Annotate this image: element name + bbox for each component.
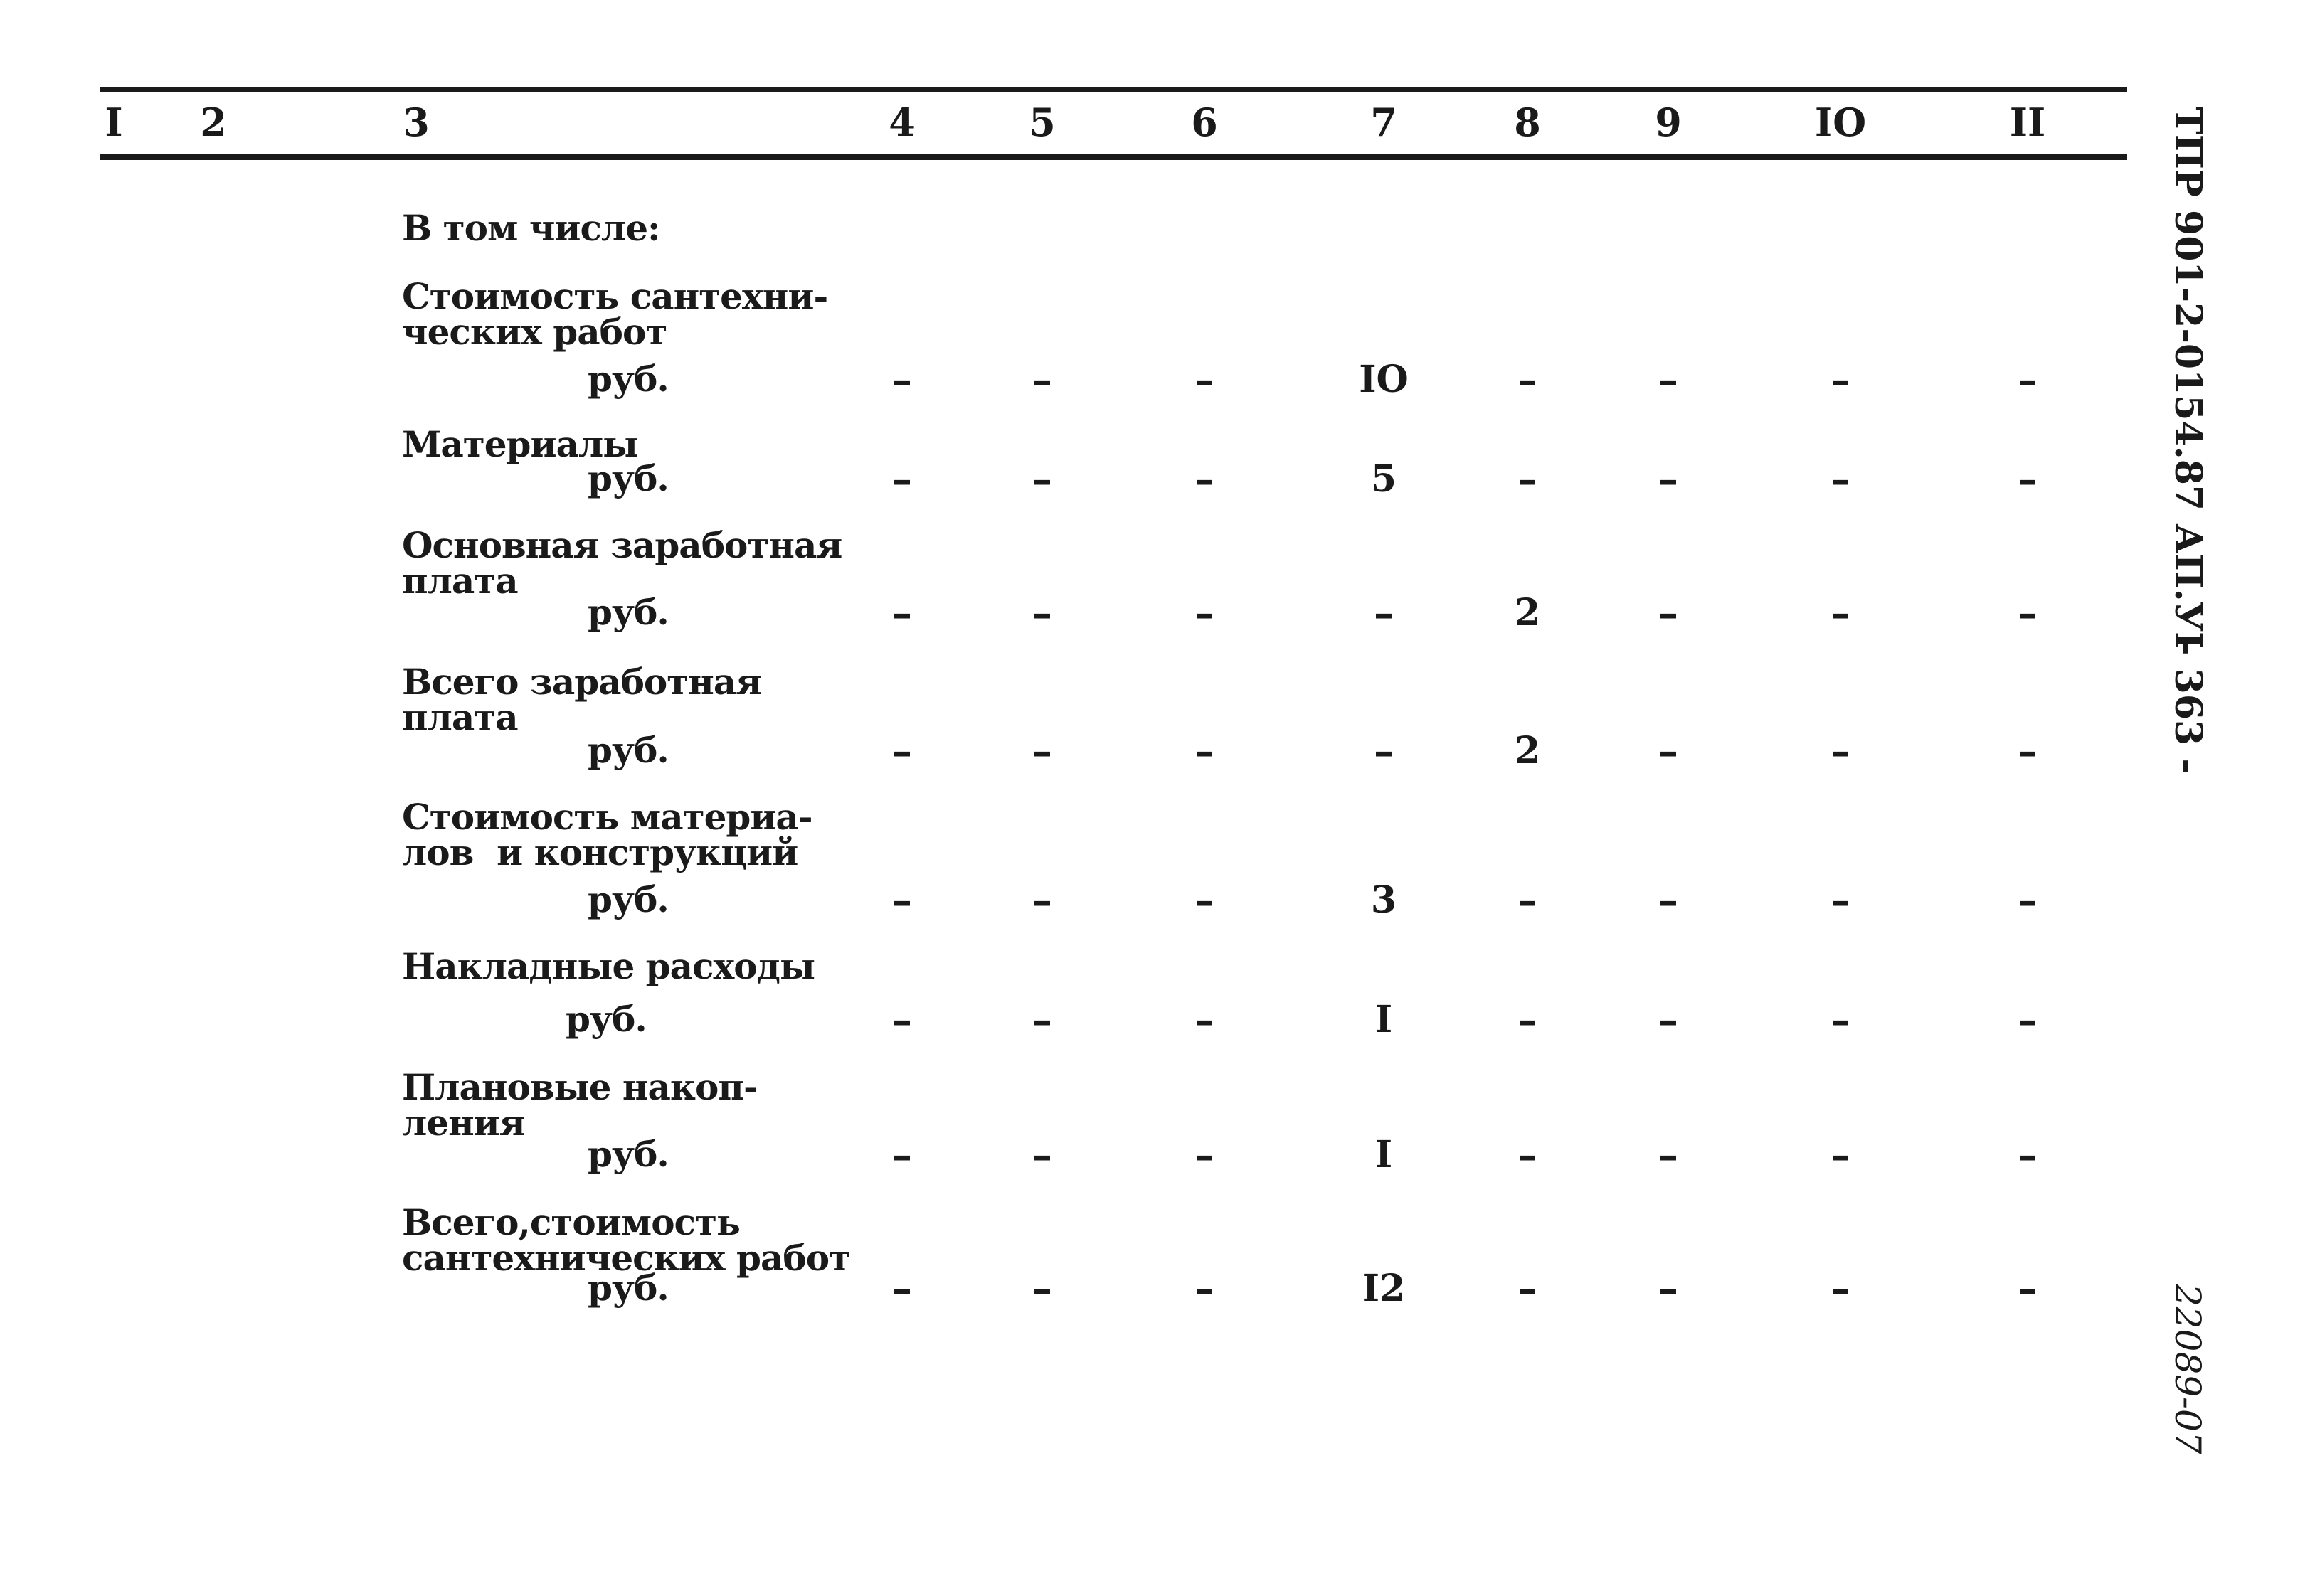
row-label-including: В том числе:	[402, 207, 660, 249]
row-label-total-plumbing-cost: Всего,стоимость сантехнических работ	[402, 1201, 851, 1279]
document-code: ТПР 901-2-0154.87 АП.УI	[2166, 107, 2210, 649]
row-unit-materials-structures: руб.	[588, 878, 669, 920]
table-cell: –	[1658, 1265, 1678, 1312]
table-cell: –	[1032, 877, 1052, 924]
table-cell: –	[1658, 590, 1678, 637]
column-header-4: 4	[889, 100, 916, 145]
table-cell: –	[1830, 728, 1850, 775]
column-header-6: 6	[1191, 100, 1218, 145]
table-cell: –	[892, 1132, 912, 1179]
column-header-10: IO	[1814, 100, 1867, 145]
table-cell: –	[1830, 1265, 1850, 1312]
table-cell: –	[1830, 996, 1850, 1043]
row-unit-plumbing-cost: руб.	[588, 358, 669, 400]
table-cell: –	[892, 877, 912, 924]
table-cell: –	[2018, 996, 2038, 1043]
table-cell: –	[892, 1265, 912, 1312]
page-number: - 363 -	[2166, 640, 2210, 774]
table-cell: –	[1658, 456, 1678, 503]
row-label-plumbing-cost: Стоимость сантехни- ческих работ	[402, 275, 828, 353]
table-cell: –	[1194, 590, 1214, 637]
table-cell: –	[2018, 1132, 2038, 1179]
table-cell: –	[1374, 728, 1394, 775]
table-cell: 3	[1370, 878, 1397, 922]
row-label-materials: Материалы	[402, 423, 638, 465]
column-header-7: 7	[1370, 100, 1397, 145]
table-cell: I	[1374, 998, 1393, 1041]
table-cell: –	[1658, 728, 1678, 775]
row-unit-planned-savings: руб.	[588, 1133, 669, 1175]
table-cell: –	[1032, 728, 1052, 775]
row-label-total-wages: Всего заработная плата	[402, 661, 762, 738]
row-unit-materials: руб.	[588, 457, 669, 499]
table-cell: 2	[1514, 591, 1541, 634]
row-label-materials-structures: Стоимость материа- лов и конструкций	[402, 796, 812, 873]
table-cell: –	[1194, 456, 1214, 503]
table-cell: –	[1194, 728, 1214, 775]
row-label-planned-savings: Плановые накоп- ления	[402, 1066, 758, 1144]
column-header-8: 8	[1514, 100, 1541, 145]
table-cell: –	[1517, 456, 1537, 503]
table-cell: –	[2018, 877, 2038, 924]
table-cell: –	[892, 728, 912, 775]
inventory-stamp: 22089-07	[2167, 1284, 2208, 1454]
table-cell: 2	[1514, 729, 1541, 772]
row-unit-base-wages: руб.	[588, 591, 669, 633]
table-top-rule	[100, 87, 2127, 92]
table-cell: –	[892, 996, 912, 1043]
row-unit-total-plumbing-cost: руб.	[588, 1267, 669, 1309]
table-cell: –	[1658, 877, 1678, 924]
table-cell: –	[1658, 996, 1678, 1043]
table-cell: IO	[1359, 358, 1409, 401]
table-cell: –	[1032, 996, 1052, 1043]
table-cell: –	[2018, 1265, 2038, 1312]
row-unit-total-wages: руб.	[588, 729, 669, 771]
table-cell: –	[2018, 728, 2038, 775]
table-cell: –	[2018, 456, 2038, 503]
table-cell: –	[1830, 590, 1850, 637]
table-cell: –	[1830, 877, 1850, 924]
table-cell: –	[1830, 1132, 1850, 1179]
row-label-overhead: Накладные расходы	[402, 945, 815, 987]
table-cell: –	[1517, 996, 1537, 1043]
table-cell: –	[1830, 456, 1850, 503]
table-cell: –	[1194, 1132, 1214, 1179]
table-cell: –	[1194, 1265, 1214, 1312]
table-cell: –	[892, 590, 912, 637]
table-cell: –	[1374, 590, 1394, 637]
column-header-11: II	[2009, 100, 2046, 145]
column-header-1: I	[105, 100, 123, 145]
column-header-5: 5	[1029, 100, 1056, 145]
table-cell: –	[1658, 356, 1678, 403]
table-cell: –	[1517, 1265, 1537, 1312]
table-cell: –	[1032, 590, 1052, 637]
table-cell: 5	[1370, 457, 1397, 501]
table-cell: –	[1517, 356, 1537, 403]
column-header-9: 9	[1655, 100, 1682, 145]
table-cell: I	[1374, 1133, 1393, 1176]
table-cell: –	[1032, 356, 1052, 403]
table-cell: –	[1194, 996, 1214, 1043]
table-cell: –	[1032, 456, 1052, 503]
table-header-rule	[100, 154, 2127, 160]
table-cell: –	[892, 456, 912, 503]
table-cell: –	[1517, 877, 1537, 924]
table-cell: –	[2018, 590, 2038, 637]
table-cell: –	[1517, 1132, 1537, 1179]
table-cell: –	[1194, 877, 1214, 924]
table-cell: –	[892, 356, 912, 403]
row-unit-overhead: руб.	[566, 998, 647, 1040]
column-header-2: 2	[200, 100, 227, 145]
table-cell: –	[1032, 1132, 1052, 1179]
table-cell: –	[1830, 356, 1850, 403]
table-cell: –	[2018, 356, 2038, 403]
row-label-base-wages: Основная заработная плата	[402, 524, 842, 602]
table-cell: –	[1032, 1265, 1052, 1312]
table-cell: –	[1658, 1132, 1678, 1179]
table-cell: I2	[1362, 1267, 1406, 1310]
column-header-3: 3	[403, 100, 430, 145]
table-cell: –	[1194, 356, 1214, 403]
